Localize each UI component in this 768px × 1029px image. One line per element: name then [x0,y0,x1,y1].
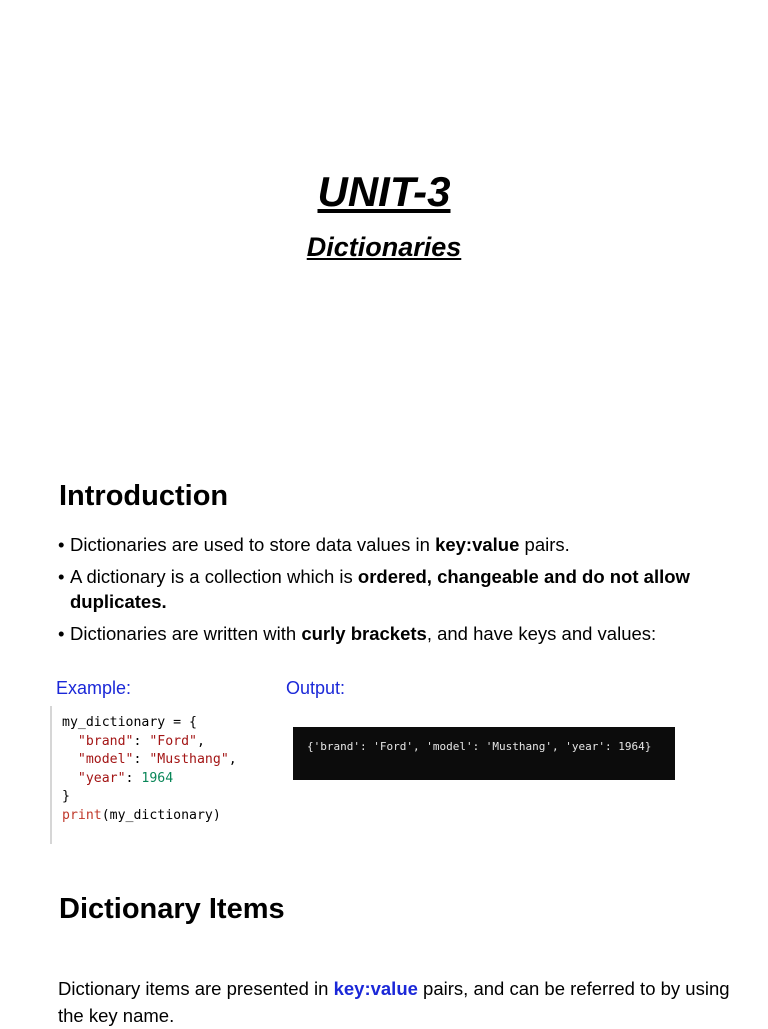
code-string: "Musthang" [149,752,229,768]
bullet-item [58,564,738,614]
code-string: "model" [77,752,134,768]
bullet-bold-text: curly brackets [301,623,427,644]
bullet-dot: • [58,566,65,587]
code-line: my_dictionary = { [62,715,197,730]
bullet-item [58,532,738,557]
output-console: {'brand': 'Ford', 'model': 'Musthang', 'year': 1964} [293,727,675,780]
page-subtitle: Dictionaries [306,232,462,262]
bullet-dot: • [58,534,65,555]
paragraph-text: Dictionary items are presented in [58,978,334,999]
code-number: 1964 [141,770,174,786]
dictionary-items-paragraph [58,975,748,1029]
page-title: UNIT-3 [317,168,451,215]
code-string: "year" [77,770,126,786]
code-example: my_dictionary = { "brand": "Ford", "model": "Musthang", "year": 1964 } print(my_dictionary) [50,706,260,844]
bullet-text: Dictionaries are used to store data values in [70,534,436,555]
code-function: print [62,807,102,823]
introduction-heading: Introduction [59,480,229,512]
bullet-text: A dictionary is a collection which is [70,566,358,587]
paragraph-text: pairs, and can be referred to by using the key name. [58,978,730,1026]
bullet-text: , and have keys and values: [426,623,657,644]
bullet-text: pairs. [519,534,570,555]
intro-bullet-list [58,532,738,653]
bullet-bold-text: key:value [435,534,520,555]
bullet-text: Dictionaries are written with [70,623,302,644]
output-label: Output: [286,678,346,698]
code-line: (my_dictionary) [101,807,221,823]
bullet-item [58,621,738,646]
example-label: Example: [56,678,132,698]
paragraph-highlight: key:value [333,978,418,999]
bullet-bold-text: ordered, changeable and do not allow duplicates. [70,566,690,612]
dictionary-items-heading: Dictionary Items [59,893,285,925]
bullet-dot: • [58,623,65,644]
code-line: } [62,789,70,805]
code-string: "Ford" [149,733,197,749]
code-string: "brand" [77,733,134,749]
